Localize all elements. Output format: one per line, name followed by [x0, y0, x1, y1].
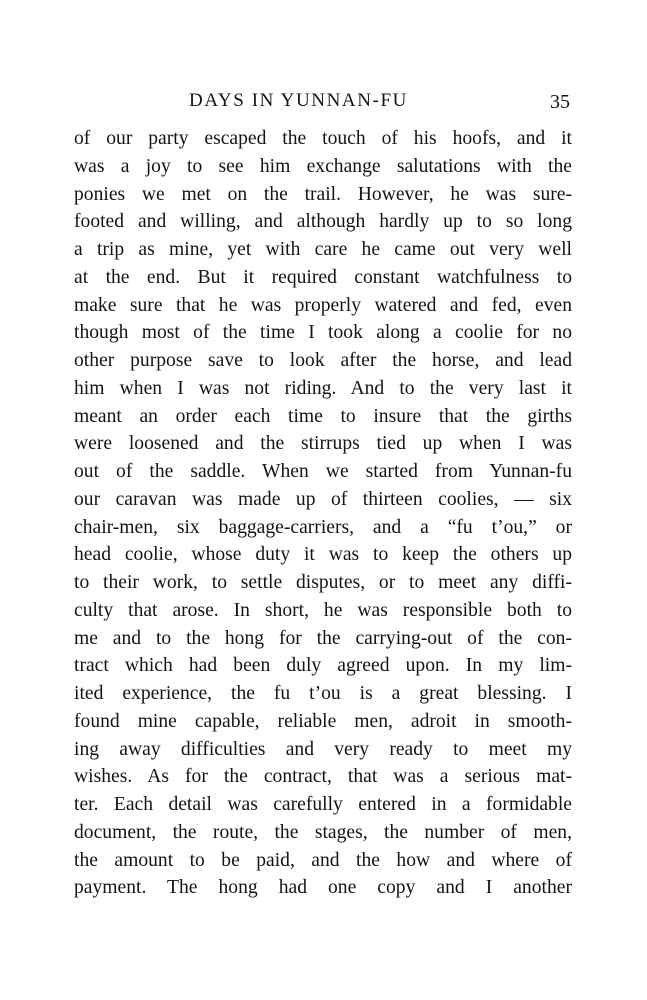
- text-line: found mine capable, reliable men, adroit in smooth-: [74, 710, 572, 732]
- text-line: a trip as mine, yet with care he came out very well: [74, 239, 572, 260]
- running-title: DAYS IN YUNNAN-FU: [189, 90, 408, 111]
- text-line: me and to the hong for the carrying-out of the con-: [74, 627, 572, 649]
- text-line: culty that arose. In short, he was responsible both to: [74, 599, 572, 621]
- text-line: payment. The hong had one copy and I another: [74, 877, 572, 899]
- text-line: was a joy to see him exchange salutations with the: [74, 155, 572, 177]
- text-line: document, the route, the stages, the number of men,: [74, 821, 572, 843]
- text-line: though most of the time I took along a coolie for no: [74, 322, 572, 344]
- text-line: wishes. As for the contract, that was a serious mat-: [74, 766, 572, 788]
- text-line: at the end. But it required constant watchfulness to: [74, 266, 572, 288]
- text-line: ited experience, the fu t’ou is a great blessing. I: [74, 683, 572, 704]
- text-line: make sure that he was properly watered and fed, even: [74, 294, 572, 316]
- text-line: to their work, to settle disputes, or to meet any diffi-: [74, 572, 572, 593]
- text-line: ter. Each detail was carefully entered in a formidable: [74, 794, 572, 815]
- text-line: tract which had been duly agreed upon. In my lim-: [74, 655, 572, 677]
- text-line: meant an order each time to insure that the girths: [74, 405, 572, 427]
- text-line: footed and willing, and although hardly up to so long: [74, 211, 572, 233]
- text-line: were loosened and the stirrups tied up when I was: [74, 433, 572, 455]
- text-line: chair-men, six baggage-carriers, and a “fu t’ou,” or: [74, 516, 572, 538]
- text-line: ing away difficulties and very ready to meet my: [74, 738, 572, 760]
- text-line: other purpose save to look after the horse, and lead: [74, 350, 572, 371]
- text-line: of our party escaped the touch of his hoofs, and it: [74, 128, 572, 149]
- body-text: [74, 125, 572, 902]
- text-line: out of the saddle. When we started from Yunnan-fu: [74, 461, 572, 482]
- text-line: ponies we met on the trail. However, he was sure-: [74, 183, 572, 205]
- text-line: the amount to be paid, and the how and where of: [74, 849, 572, 871]
- text-line: head coolie, whose duty it was to keep the others up: [74, 544, 572, 566]
- page-number: 35: [550, 91, 570, 113]
- text-line: our caravan was made up of thirteen coolies, — six: [74, 488, 572, 510]
- page-header: [74, 90, 574, 116]
- text-line: him when I was not riding. And to the very last it: [74, 377, 572, 399]
